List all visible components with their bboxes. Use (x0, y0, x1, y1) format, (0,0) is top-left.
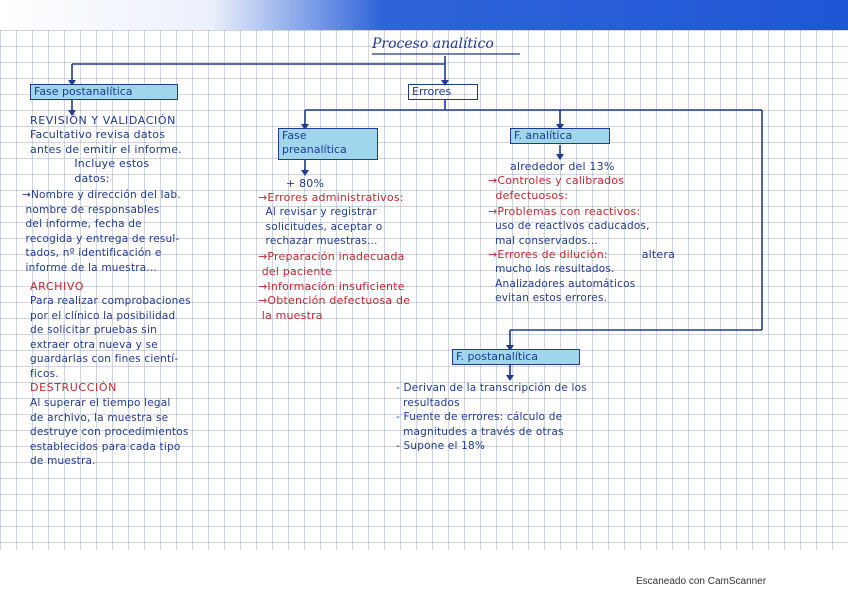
node-f-analitica: F. analítica (510, 128, 610, 144)
pre-errores-admin-text: Al revisar y registrar solicitudes, aceptar o rechazar muestras... (265, 206, 383, 247)
scanner-watermark: Escaneado con CamScanner (636, 576, 767, 587)
an-reactivos-text: uso de reactivos caducados, mal conservados... (495, 220, 650, 247)
node-fase-preanalitica: Fase preanalítica (278, 128, 378, 160)
destruccion-text: Al superar el tiempo legal de archivo, la muestra se destruye con procedimientos establecidos para cada tipo de muestra. (30, 397, 189, 467)
post-text: - Derivan de la transcripción de los resultados - Fuente de errores: cálculo de magnitudes a través de otras - Supone el 18% (396, 382, 587, 452)
revision-heading: REVISIÓN Y VALIDACIÓN (30, 114, 176, 127)
page-title: Proceso analítico (372, 36, 494, 52)
an-dilucion-text: altera (638, 248, 676, 261)
an-dilucion-text2: mucho los resultados. Analizadores automáticos evitan estos errores. (495, 263, 636, 304)
pre-obtencion: →Obtención defectuosa de la muestra (258, 294, 411, 322)
pre-informacion: →Información insuficiente (258, 280, 405, 293)
revision-list: →Nombre y dirección del lab. nombre de responsables del informe, fecha de recogida y entrega de resul- tados, nº identificación e informe de la muestra... (22, 189, 181, 274)
archivo-heading: ARCHIVO (30, 280, 85, 293)
an-dilucion: →Errores de dilución: (488, 248, 608, 261)
an-reactivos: →Problemas con reactivos: (488, 205, 641, 218)
node-fase-postanalitica-left: Fase postanalítica (30, 84, 178, 100)
an-controles: →Controles y calibrados defectuosos: (488, 174, 625, 202)
destruccion-heading: DESTRUCCIÓN (30, 381, 117, 394)
an-percentage: alrededor del 13% (510, 160, 615, 173)
archivo-text: Para realizar comprobaciones por el clínico la posibilidad de solicitar pruebas sin extraer otra nueva y se guardarlas con fines cientí- ficos. (30, 295, 191, 380)
node-errores: Errores (408, 84, 478, 100)
pre-errores-admin: →Errores administrativos: (258, 191, 404, 204)
revision-text: Facultativo revisa datos antes de emitir el informe. Incluye estos datos: (30, 128, 182, 185)
pre-percentage: + 80% (286, 177, 325, 190)
node-f-postanalitica-bottom: F. postanalítica (452, 349, 580, 365)
pre-preparacion: →Preparación inadecuada del paciente (258, 250, 405, 278)
